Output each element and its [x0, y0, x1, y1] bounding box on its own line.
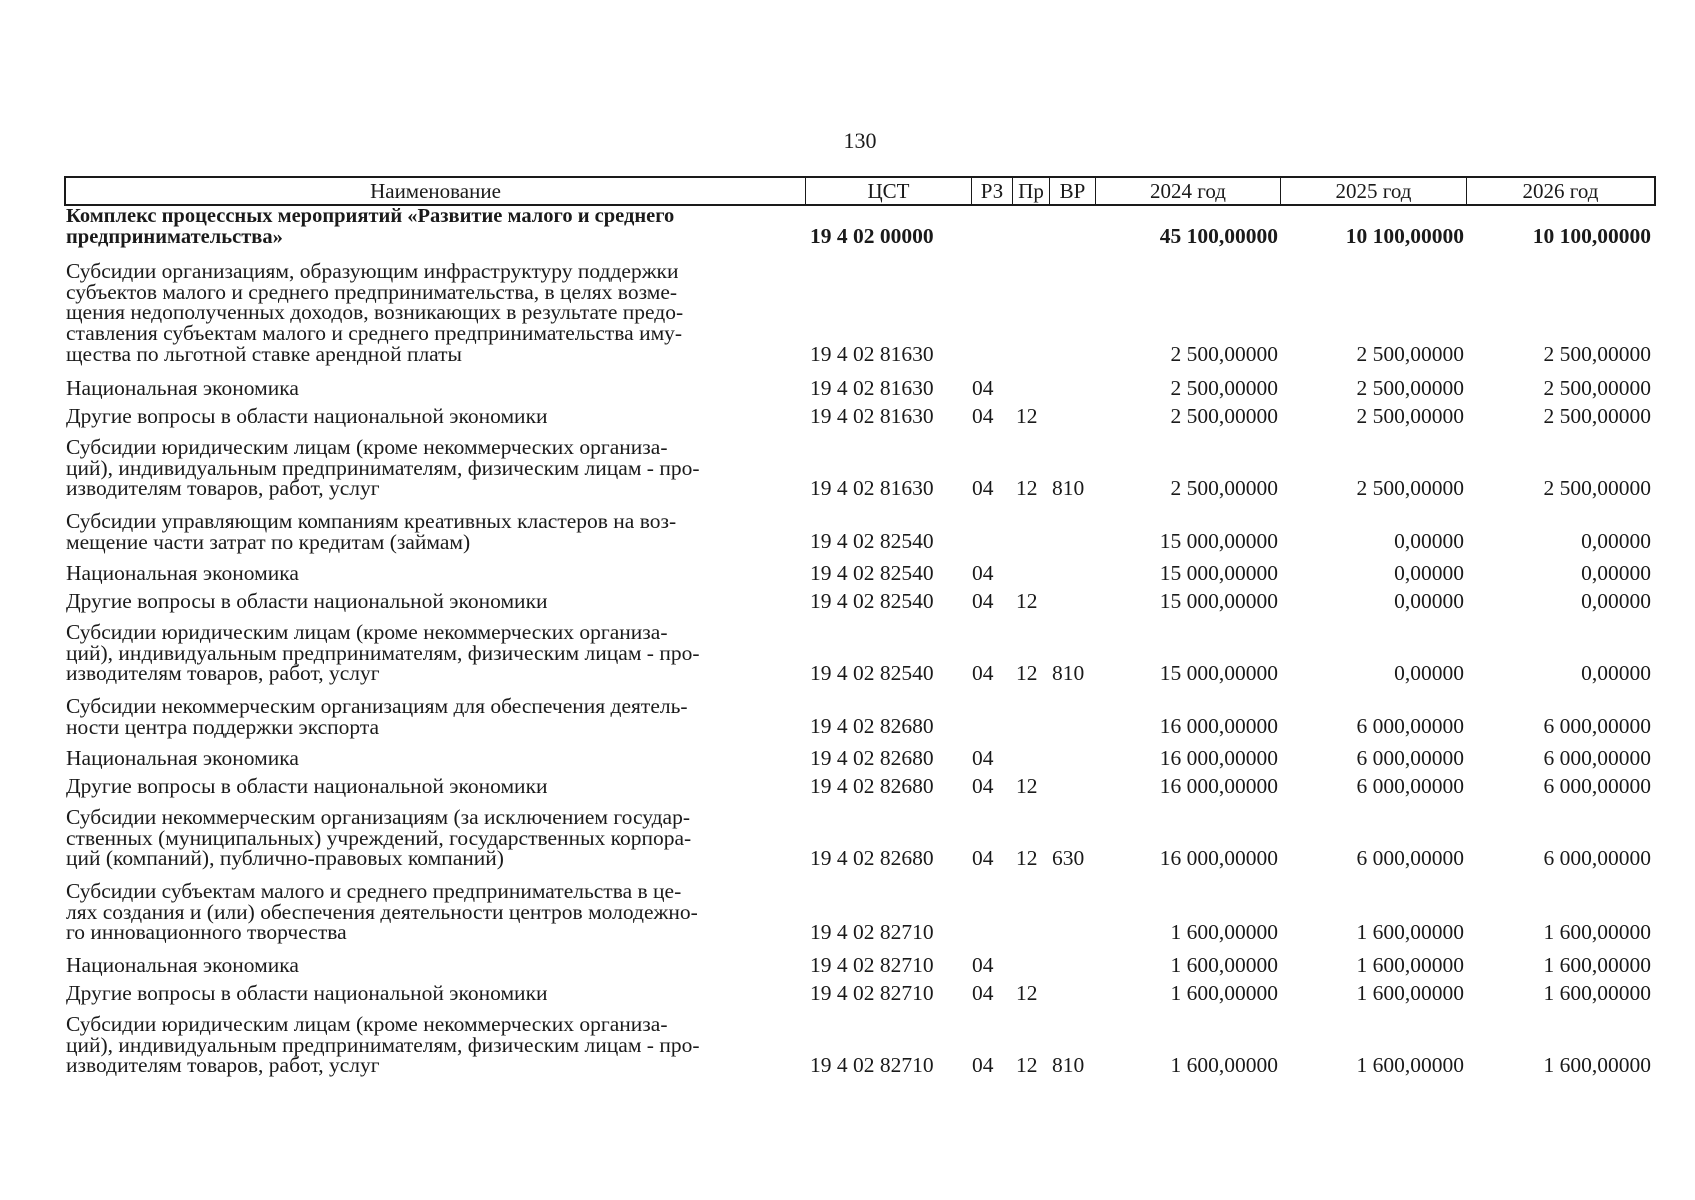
- cell-y2026: 0,00000: [1581, 588, 1651, 613]
- cell-y2024: 16 000,00000: [1159, 714, 1278, 739]
- cell-cst: 19 4 02 82710: [810, 952, 934, 977]
- table-row: [0, 881, 1695, 943]
- row-name-line: изводителям товаров, работ, услуг: [66, 476, 380, 501]
- cell-y2024: 2 500,00000: [1170, 403, 1278, 428]
- row-name-line: Другие вопросы в области национальной экономики: [66, 981, 548, 1005]
- row-name-line: щения недополученных доходов, возникающих в результате предо-: [66, 300, 684, 325]
- row-name: [66, 563, 806, 584]
- cell-y2024: 16 000,00000: [1159, 773, 1278, 798]
- row-name: [66, 748, 806, 769]
- row-name: [66, 696, 806, 737]
- cell-y2026: 0,00000: [1581, 529, 1651, 554]
- cell-rz: 04: [972, 773, 994, 798]
- row-name-line: ставления субъектам малого и среднего предпринимательства иму-: [66, 321, 683, 346]
- cell-pr: 12: [1016, 661, 1038, 686]
- cell-y2026: 6 000,00000: [1543, 714, 1651, 739]
- row-name-line: Национальная экономика: [66, 376, 299, 400]
- row-name: [66, 1014, 806, 1076]
- cell-y2026: 2 500,00000: [1543, 476, 1651, 501]
- cell-cst: 19 4 02 82680: [810, 846, 934, 871]
- row-name-line: Национальная экономика: [66, 561, 299, 585]
- cell-cst: 19 4 02 82710: [810, 980, 934, 1005]
- cell-y2025: 6 000,00000: [1356, 714, 1464, 739]
- cell-pr: 12: [1016, 773, 1038, 798]
- row-name: [66, 511, 806, 552]
- cell-y2024: 2 500,00000: [1170, 476, 1278, 501]
- row-name: [66, 406, 806, 427]
- page-number: 130: [843, 128, 877, 153]
- cell-y2025: 6 000,00000: [1356, 773, 1464, 798]
- table-row: [0, 511, 1695, 552]
- cell-y2024: 15 000,00000: [1159, 588, 1278, 613]
- cell-y2025: 0,00000: [1394, 661, 1464, 686]
- row-name-line: Комплекс процессных мероприятий «Развитие малого и среднего: [66, 205, 675, 227]
- cell-cst: 19 4 02 82710: [810, 920, 934, 945]
- cell-rz: 04: [972, 846, 994, 871]
- header-name: Наименование: [66, 178, 806, 204]
- table-row: [0, 952, 1695, 977]
- cell-cst: 19 4 02 81630: [810, 341, 934, 366]
- row-name: [66, 261, 806, 365]
- row-name: [66, 776, 806, 797]
- row-name-line: ций), индивидуальным предпринимателям, физическим лицам - про-: [66, 1032, 700, 1057]
- cell-y2025: 1 600,00000: [1356, 952, 1464, 977]
- cell-vr: 810: [1052, 661, 1085, 686]
- cell-rz: 04: [972, 588, 994, 613]
- cell-cst: 19 4 02 81630: [810, 375, 934, 400]
- cell-y2026: 2 500,00000: [1543, 341, 1651, 366]
- table-row: [0, 588, 1695, 613]
- table-row: [0, 745, 1695, 770]
- row-name-line: Субсидии организациям, образующим инфраструктуру поддержки: [66, 259, 679, 283]
- row-name-line: ций), индивидуальным предпринимателям, физическим лицам - про-: [66, 640, 700, 665]
- cell-y2024: 1 600,00000: [1170, 980, 1278, 1005]
- cell-y2026: 1 600,00000: [1543, 1053, 1651, 1078]
- cell-rz: 04: [972, 403, 994, 428]
- cell-rz: 04: [972, 375, 994, 400]
- row-name-line: Субсидии некоммерческим организациям (за исключением государ-: [66, 805, 690, 829]
- cell-y2025: 1 600,00000: [1356, 920, 1464, 945]
- cell-y2024: 2 500,00000: [1170, 375, 1278, 400]
- table-row: [0, 375, 1695, 400]
- row-name-line: мещение части затрат по кредитам (займам): [66, 529, 471, 554]
- cell-pr: 12: [1016, 588, 1038, 613]
- cell-y2024: 45 100,00000: [1159, 224, 1278, 249]
- cell-y2024: 1 600,00000: [1170, 920, 1278, 945]
- row-name-line: Субсидии субъектам малого и среднего предпринимательства в це-: [66, 879, 682, 903]
- cell-y2025: 0,00000: [1394, 560, 1464, 585]
- header-pr: Пр: [1013, 178, 1050, 204]
- cell-pr: 12: [1016, 476, 1038, 501]
- row-name-line: субъектов малого и среднего предпринимательства, в целях возме-: [66, 279, 678, 304]
- row-name-line: ственных (муниципальных) учреждений, государственных корпора-: [66, 825, 692, 850]
- row-name-line: ций (компаний), публично-правовых компаний): [66, 846, 504, 871]
- cell-y2026: 2 500,00000: [1543, 375, 1651, 400]
- row-name-line: Другие вопросы в области национальной экономики: [66, 404, 548, 428]
- cell-cst: 19 4 02 82540: [810, 560, 934, 585]
- row-name: [66, 955, 806, 976]
- cell-y2024: 16 000,00000: [1159, 846, 1278, 871]
- row-name: [66, 378, 806, 399]
- table-row: [0, 696, 1695, 737]
- cell-y2025: 2 500,00000: [1356, 341, 1464, 366]
- cell-cst: 19 4 02 00000: [810, 224, 934, 249]
- table-row: [0, 560, 1695, 585]
- cell-pr: 12: [1016, 1053, 1038, 1078]
- cell-y2025: 6 000,00000: [1356, 846, 1464, 871]
- row-name: [66, 807, 806, 869]
- row-name-line: Субсидии управляющим компаниям креативных кластеров на воз-: [66, 509, 677, 533]
- cell-cst: 19 4 02 82680: [810, 773, 934, 798]
- cell-y2026: 2 500,00000: [1543, 403, 1651, 428]
- cell-y2026: 1 600,00000: [1543, 952, 1651, 977]
- cell-y2024: 1 600,00000: [1170, 1053, 1278, 1078]
- cell-y2025: 2 500,00000: [1356, 476, 1464, 501]
- cell-y2024: 16 000,00000: [1159, 745, 1278, 770]
- cell-y2024: 15 000,00000: [1159, 529, 1278, 554]
- cell-y2026: 1 600,00000: [1543, 920, 1651, 945]
- row-name-line: Национальная экономика: [66, 746, 299, 770]
- row-name-line: Другие вопросы в области национальной экономики: [66, 589, 548, 613]
- cell-rz: 04: [972, 1053, 994, 1078]
- header-2026: 2026 год: [1522, 179, 1599, 203]
- cell-cst: 19 4 02 82680: [810, 714, 934, 739]
- cell-y2026: 6 000,00000: [1543, 846, 1651, 871]
- cell-cst: 19 4 02 82710: [810, 1053, 934, 1078]
- cell-rz: 04: [972, 980, 994, 1005]
- cell-pr: 12: [1016, 403, 1038, 428]
- cell-vr: 810: [1052, 1053, 1085, 1078]
- row-name-line: Национальная экономика: [66, 953, 299, 977]
- cell-y2026: 1 600,00000: [1543, 980, 1651, 1005]
- cell-y2025: 1 600,00000: [1356, 980, 1464, 1005]
- cell-y2025: 10 100,00000: [1345, 224, 1464, 249]
- row-name-line: щества по льготной ставке арендной платы: [66, 341, 463, 366]
- cell-cst: 19 4 02 81630: [810, 476, 934, 501]
- row-name: [66, 983, 806, 1004]
- row-name-line: изводителям товаров, работ, услуг: [66, 1053, 380, 1078]
- cell-y2025: 0,00000: [1394, 588, 1464, 613]
- table-row: [0, 773, 1695, 798]
- cell-rz: 04: [972, 745, 994, 770]
- header-rz: РЗ: [972, 178, 1013, 204]
- row-name-line: Субсидии юридическим лицам (кроме некоммерческих организа-: [66, 435, 668, 459]
- cell-cst: 19 4 02 82540: [810, 529, 934, 554]
- cell-vr: 630: [1052, 846, 1085, 871]
- row-name-line: изводителям товаров, работ, услуг: [66, 661, 380, 686]
- row-name-line: Другие вопросы в области национальной экономики: [66, 774, 548, 798]
- cell-y2026: 0,00000: [1581, 661, 1651, 686]
- cell-y2024: 15 000,00000: [1159, 661, 1278, 686]
- table-row: [0, 403, 1695, 428]
- table-row: [0, 261, 1695, 365]
- row-name-line: го инновационного творчества: [66, 920, 347, 945]
- table-row: [0, 206, 1695, 247]
- row-name-line: ности центра поддержки экспорта: [66, 714, 380, 739]
- cell-cst: 19 4 02 82680: [810, 745, 934, 770]
- row-name: [66, 591, 806, 612]
- row-name-line: предпринимательства»: [66, 225, 283, 248]
- row-name: [66, 437, 806, 499]
- table-row: [0, 980, 1695, 1005]
- cell-rz: 04: [972, 560, 994, 585]
- cell-y2026: 6 000,00000: [1543, 773, 1651, 798]
- cell-y2026: 0,00000: [1581, 560, 1651, 585]
- header-vr: ВР: [1050, 178, 1096, 204]
- header-cst: ЦСТ: [806, 178, 972, 204]
- row-name-line: Субсидии юридическим лицам (кроме некоммерческих организа-: [66, 1012, 668, 1036]
- row-name-line: ций), индивидуальным предпринимателям, физическим лицам - про-: [66, 455, 700, 480]
- cell-y2025: 6 000,00000: [1356, 745, 1464, 770]
- header-2025: 2025 год: [1281, 178, 1467, 204]
- row-name: [66, 881, 806, 943]
- cell-y2025: 2 500,00000: [1356, 375, 1464, 400]
- row-name: [66, 206, 806, 247]
- cell-rz: 04: [972, 661, 994, 686]
- cell-y2026: 6 000,00000: [1543, 745, 1651, 770]
- row-name: [66, 622, 806, 684]
- cell-cst: 19 4 02 82540: [810, 661, 934, 686]
- row-name-line: Субсидии юридическим лицам (кроме некоммерческих организа-: [66, 620, 668, 644]
- table-row: [0, 622, 1695, 684]
- cell-y2024: 15 000,00000: [1159, 560, 1278, 585]
- cell-y2026: 10 100,00000: [1532, 224, 1651, 249]
- header-2024: 2024 год: [1096, 178, 1281, 204]
- cell-cst: 19 4 02 82540: [810, 588, 934, 613]
- row-name-line: лях создания и (или) обеспечения деятельности центров молодежно-: [66, 899, 698, 924]
- row-name-line: Субсидии некоммерческим организациям для обеспечения деятель-: [66, 694, 688, 718]
- cell-y2025: 2 500,00000: [1356, 403, 1464, 428]
- cell-rz: 04: [972, 476, 994, 501]
- cell-pr: 12: [1016, 846, 1038, 871]
- cell-pr: 12: [1016, 980, 1038, 1005]
- cell-y2024: 1 600,00000: [1170, 952, 1278, 977]
- cell-rz: 04: [972, 952, 994, 977]
- cell-cst: 19 4 02 81630: [810, 403, 934, 428]
- cell-y2025: 0,00000: [1394, 529, 1464, 554]
- table-row: [0, 437, 1695, 499]
- table-row: [0, 1014, 1695, 1076]
- cell-y2025: 1 600,00000: [1356, 1053, 1464, 1078]
- table-row: [0, 807, 1695, 869]
- cell-vr: 810: [1052, 476, 1085, 501]
- cell-y2024: 2 500,00000: [1170, 341, 1278, 366]
